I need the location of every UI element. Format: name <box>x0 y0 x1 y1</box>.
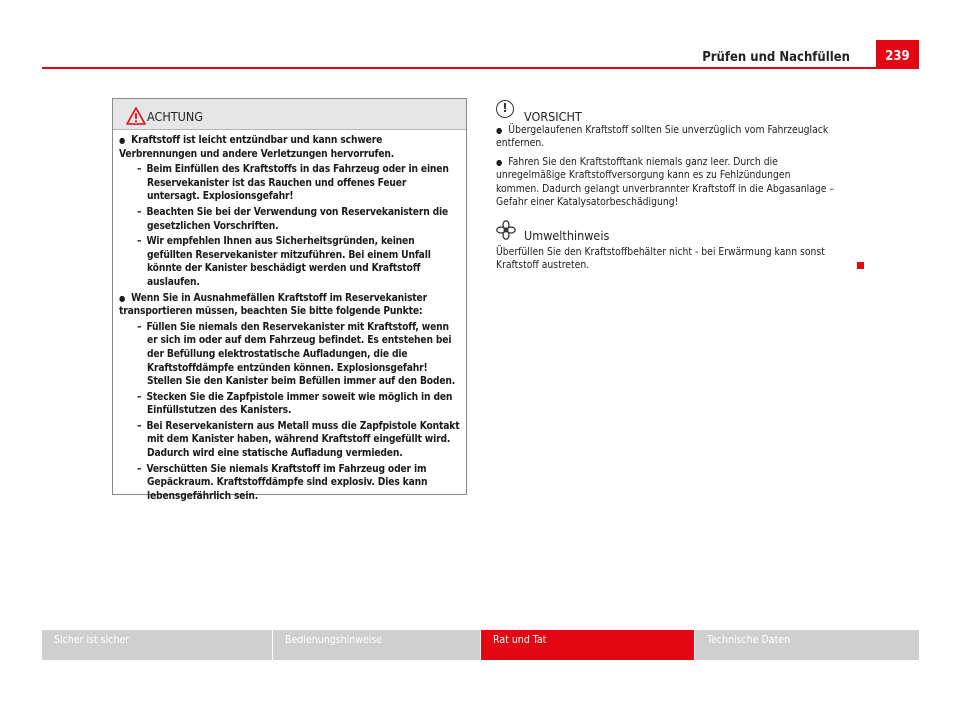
achtung-item: – Verschütten Sie niemals Kraftstoff im Fahrzeug oder im Gepäckraum. Kraftstoffdämpfe sind explosiv. Dies kann lebensgefährlich sein. <box>137 463 460 504</box>
header-rule <box>42 67 919 69</box>
achtung-item: – Beachten Sie bei der Verwendung von Reservekanistern die gesetzlichen Vorschriften. <box>137 206 460 233</box>
warning-triangle-icon <box>126 107 146 125</box>
achtung-item: – Wir empfehlen Ihnen aus Sicherheitsgründen, keinen gefüllten Reservekanister mitzuführen. Bei einem Unfall könnte der Kanister beschädigt werden und Kraftstoff auslaufen. <box>137 235 460 289</box>
umwelt-title: Umwelthinweis <box>524 228 610 243</box>
achtung-item: – Stecken Sie die Zapfpistole immer soweit wie möglich in den Einfüllstutzen des Kanisters. <box>137 391 460 418</box>
achtung-body <box>113 130 466 503</box>
flower-icon <box>496 220 516 240</box>
vorsicht-item: ● Fahren Sie den Kraftstofftank niemals ganz leer. Durch die unregelmäßige Kraftstoffversorgung kann es zu Fehlzündungen kommen. Dadurch gelangt unverbrannter Kraftstoff in die Abgasanlage – Gefahr einer Katalysatorbeschädigung! <box>496 156 836 210</box>
achtung-item: ● Wenn Sie in Ausnahmefällen Kraftstoff im Reservekanister transportieren müssen, beachten Sie bitte folgende Punkte: <box>119 292 460 319</box>
footer-tab-sicher[interactable]: Sicher ist sicher <box>42 630 272 660</box>
achtung-item: – Bei Reservekanistern aus Metall muss die Zapfpistole Kontakt mit dem Kanister haben, während Kraftstoff eingefüllt wird. Dadurch wird eine statische Aufladung vermieden. <box>137 420 460 461</box>
achtung-box <box>112 98 467 502</box>
vorsicht-item: ● Übergelaufenen Kraftstoff sollten Sie unverzüglich vom Fahrzeuglack entfernen. <box>496 124 836 151</box>
vorsicht-body <box>496 124 836 214</box>
achtung-item: ● Kraftstoff ist leicht entzündbar und kann schwere Verbrennungen und andere Verletzungen hervorrufen. <box>119 134 460 161</box>
umwelt-text: Überfüllen Sie den Kraftstoffbehälter nicht - bei Erwärmung kann sonst Kraftstoff austreten. <box>496 246 825 272</box>
footer-nav <box>42 630 919 660</box>
exclamation-circle-icon: ! <box>496 100 514 118</box>
footer-tab-technische-daten[interactable]: Technische Daten <box>695 630 919 660</box>
vorsicht-title: VORSICHT <box>524 109 582 124</box>
achtung-header <box>113 99 466 130</box>
footer-tab-rat-und-tat[interactable]: Rat und Tat <box>481 630 694 660</box>
footer-tab-bedienungshinweise[interactable]: Bedienungshinweise <box>273 630 480 660</box>
achtung-item: – Beim Einfüllen des Kraftstoffs in das Fahrzeug oder in einen Reservekanister ist das Rauchen und offenes Feuer untersagt. Explosionsgefahr! <box>137 163 460 204</box>
achtung-title: ACHTUNG <box>147 109 204 124</box>
achtung-item: – Füllen Sie niemals den Reservekanister mit Kraftstoff, wenn er sich im oder auf dem Fahrzeug befindet. Es entstehen bei der Befüllung elektrostatische Aufladungen, die die Kraftstoffdämpfe entzünden können. Explosionsgefahr! Stellen Sie den Kanister beim Befüllen immer auf den Boden. <box>137 321 460 389</box>
section-end-marker <box>857 262 864 269</box>
page-header-title: Prüfen und Nachfüllen <box>702 50 850 65</box>
page-number: 239 <box>876 40 919 68</box>
